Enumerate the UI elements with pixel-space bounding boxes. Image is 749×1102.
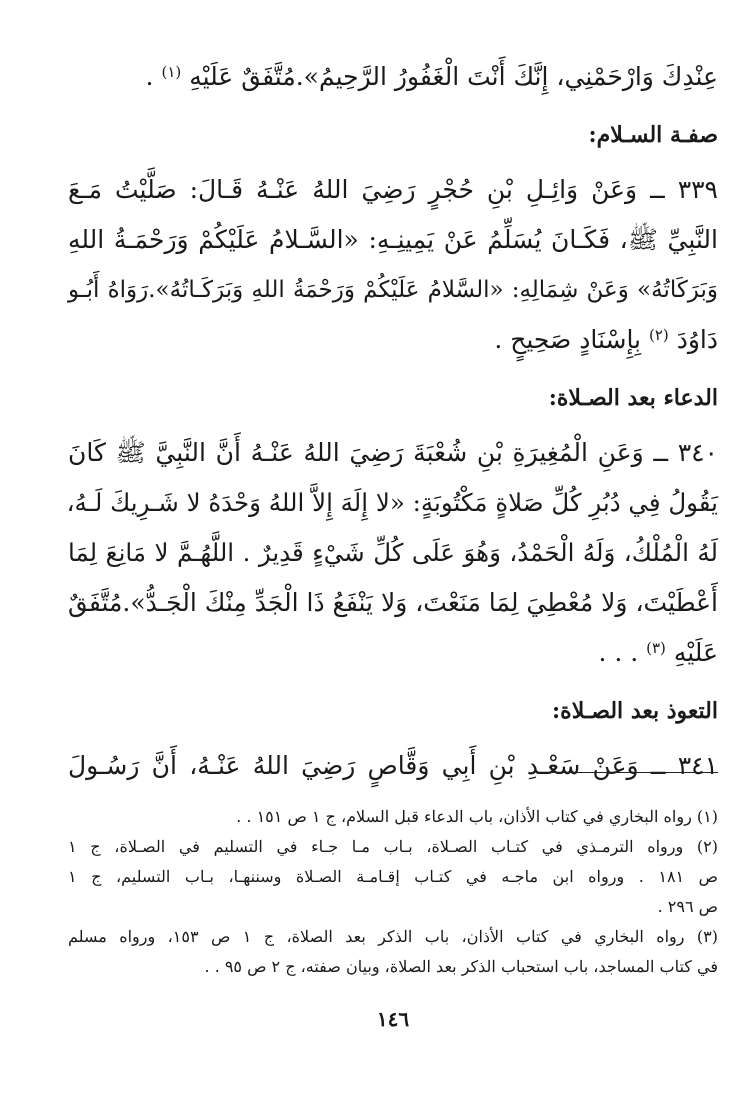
footnote-line: (١) رواه البخاري في كتاب الأذان، باب الدعاء قبل السلام، ج ١ ص ١٥١ . .	[236, 807, 718, 826]
footnote-ref-1[interactable]: (١)	[161, 63, 182, 81]
intro-end: .	[145, 62, 162, 91]
intro-text: عِنْدِكَ وَارْحَمْنِي، إِنَّكَ أَنْتَ الْغَفُورُ الرَّحِيمُ».مُتَّفَقٌ عَلَيْهِ	[189, 62, 718, 91]
hadith-341	[68, 741, 718, 791]
footnote-2	[68, 832, 718, 922]
hadith-last-end: . . .	[598, 638, 647, 667]
hadith-line: يَقُولُ فِي دُبُرِ كُلِّ صَلاةٍ مَكْتُوبَةٍ: «لا إِلَهَ إِلاَّ اللهُ وَحْدَهُ لا شَـرِيكَ لَـهُ،	[66, 488, 718, 517]
footnote-divider	[548, 772, 718, 773]
hadith-last-text: دَاوُدَ	[676, 325, 718, 354]
hadith-line: أَعْطَيْتَ، وَلا مُعْطِيَ لِمَا مَنَعْتَ، وَلا يَنْفَعُ ذَا الْجَدِّ مِنْكَ الْجَـدُّ».مُتَّفَقٌ	[68, 588, 718, 617]
hadith-line: النَّبِيِّ ﷺ، فَكَـانَ يُسَلِّمُ عَنْ يَمِينِـهِ: «السَّـلامُ عَلَيْكُمْ وَرَحْمَـةُ اللهِ	[68, 225, 718, 254]
section-heading-dua: الدعاء بعد الصـلاة:	[548, 385, 718, 411]
page-number: ١٤٦	[376, 1007, 410, 1031]
footnote-ref-3[interactable]: (٣)	[646, 639, 666, 657]
hadith-339	[68, 165, 718, 368]
hadith-last-line	[68, 315, 718, 368]
hadith-line: لَهُ الْمُلْكُ، وَلَهُ الْحَمْدُ، وَهُوَ عَلَى كُلِّ شَيْءٍ قَدِيرٌ . اللَّهُـمَّ لا مَانِعَ لِمَا	[68, 538, 718, 567]
hadith-line: وَبَرَكَاتُهُ» وَعَنْ شِمَالِهِ: «السَّلامُ عَلَيْكُمْ وَرَحْمَةُ اللهِ وَبَرَكَـاتُهُ».رَوَاهُ أَبُـو	[68, 277, 718, 303]
intro-line	[68, 52, 718, 105]
hadith-last-text: عَلَيْهِ	[673, 638, 718, 667]
hadith-340	[68, 428, 718, 681]
footnote-1	[68, 802, 718, 832]
section-heading-taawwudh: التعوذ بعد الصـلاة:	[552, 698, 718, 724]
footnote-3	[68, 922, 718, 982]
footnote-line: في كتاب المساجد، باب استحباب الذكر بعد الصلاة، وبيان صفته، ج ٢ ص ٩٥ . .	[204, 957, 718, 976]
hadith-line: ٣٣٩ ــ وَعَنْ وَائِـلِ بْنِ حُجْرٍ رَضِيَ اللهُ عَنْـهُ قَـالَ: صَلَّيْتُ مَـعَ	[68, 175, 718, 204]
page-body	[68, 52, 718, 1092]
footnote-line: (٢) ورواه الترمـذي في كتـاب الصـلاة، بـاب مـا جـاء في التسليم في الصـلاة، ج ١	[68, 837, 718, 856]
footnote-line: (٣) رواه البخاري في كتاب الأذان، باب الذكر بعد الصلاة، ج ١ ص ١٥٣، ورواه مسلم	[68, 927, 719, 946]
footnote-ref-2[interactable]: (٢)	[648, 326, 669, 344]
hadith-last-end: بِإِسْنَادٍ صَحِيحٍ .	[494, 325, 649, 354]
footnote-line: ص ٢٩٦ .	[657, 897, 718, 916]
hadith-last-line	[68, 628, 718, 681]
hadith-line: ٣٤١ ــ وَعَنْ سَعْـدِ بْنِ أَبِي وَقَّاصٍ رَضِيَ اللهُ عَنْـهُ، أَنَّ رَسُـولَ	[68, 751, 719, 780]
section-heading-salam: صفـة السـلام:	[588, 122, 718, 148]
footnotes	[68, 802, 718, 982]
footnote-line: ص ١٨١ . ورواه ابن ماجـه في كتـاب إقـامـة الصـلاة وسننهـا، بـاب التسليم، ج ١	[68, 867, 719, 886]
hadith-line: ٣٤٠ ــ وَعَنِ الْمُغِيرَةِ بْنِ شُعْبَةَ رَضِيَ اللهُ عَنْـهُ أَنَّ النَّبِيَّ ﷺ كَانَ	[68, 438, 718, 467]
